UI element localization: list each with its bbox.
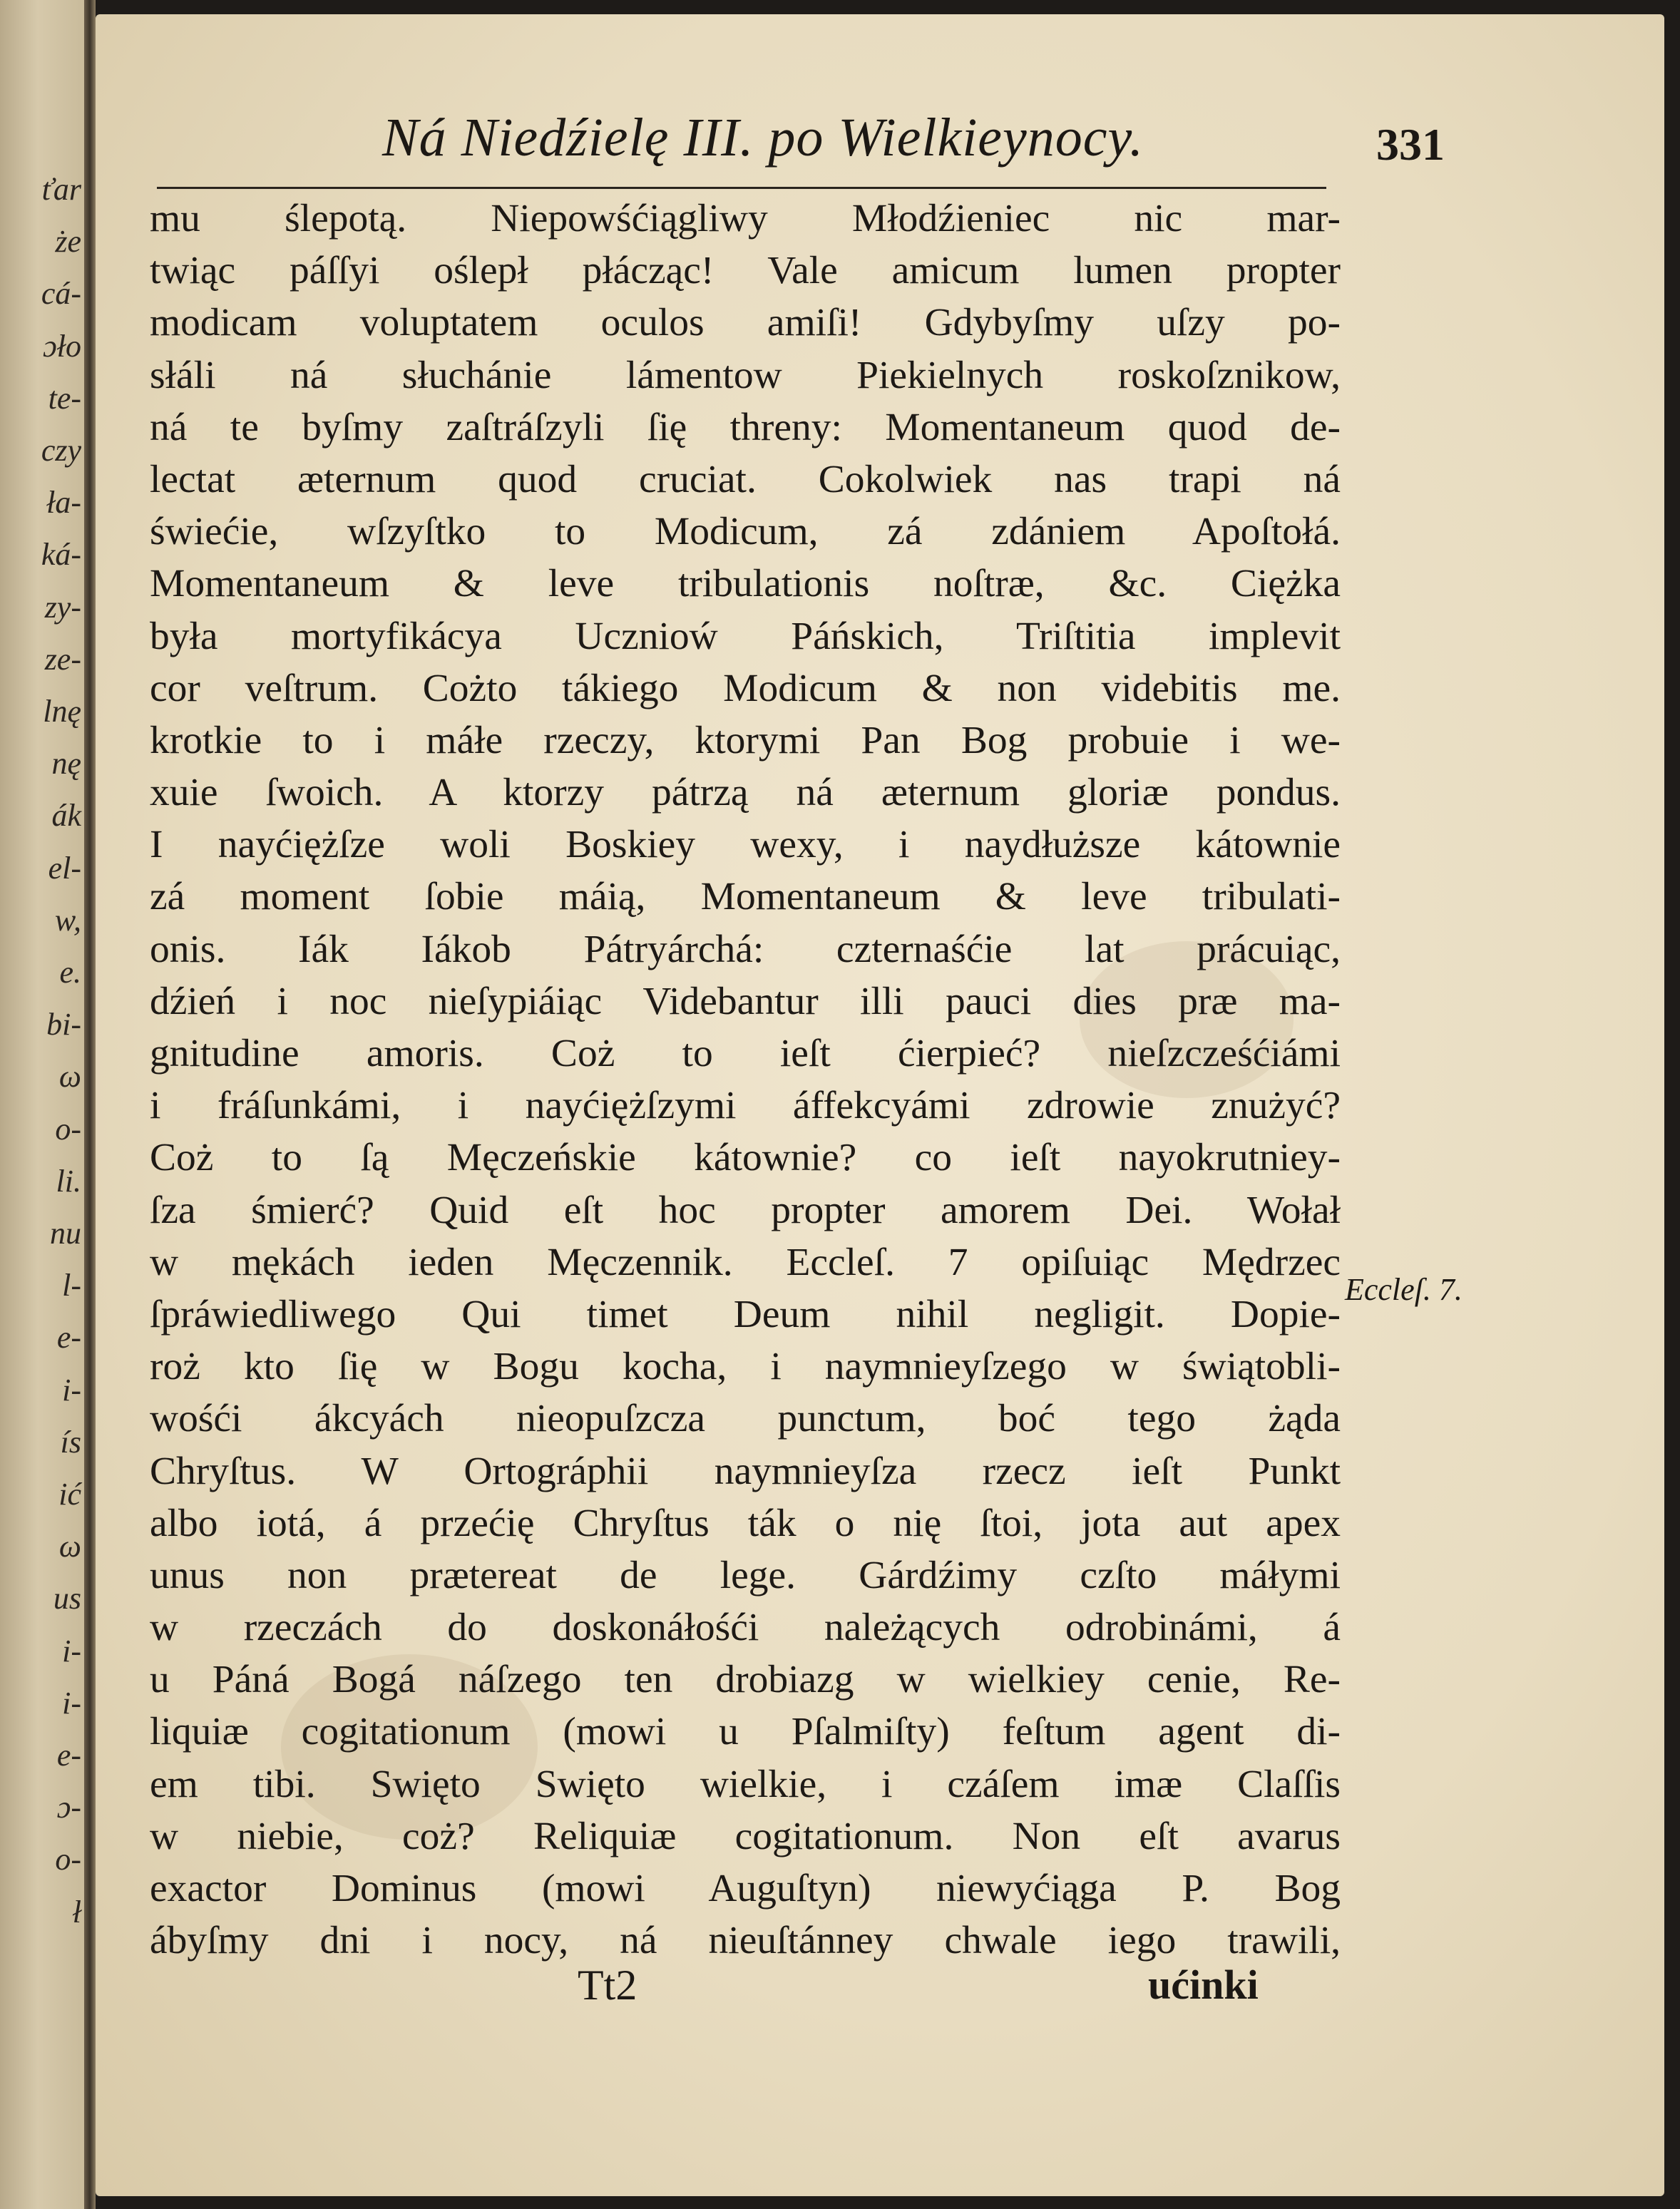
facing-page-fragment: l- — [62, 1268, 81, 1303]
text-line: Chryſtus. W Ortográphii naymnieyſza rzecz ieſt Punkt — [150, 1449, 1341, 1493]
running-title: Ná Niedźielę III. po Wielkieynocy. — [381, 108, 1144, 168]
text-line: w mękách ieden Męczennik. Eccleſ. 7 opiſuiąc Mędrzec — [150, 1240, 1341, 1284]
text-line: w rzeczách do doskonáłośći należących odrobinámi, á — [150, 1606, 1341, 1650]
facing-page-fragment: te- — [48, 380, 81, 416]
body-text — [150, 193, 1341, 1967]
text-line: krotkie to i máłe rzeczy, ktorymi Pan Bog probuie i we- — [150, 718, 1341, 762]
text-line: ábyſmy dni i nocy, ná nieuſtánney chwale iego trawili, — [150, 1919, 1341, 1963]
facing-page-fragment: ís — [60, 1424, 81, 1460]
facing-page-fragment: nę — [51, 746, 81, 781]
facing-page-fragment: cá- — [41, 276, 81, 312]
facing-page-fragment: bi- — [46, 1007, 81, 1042]
facing-page-fragment: ić — [58, 1477, 81, 1512]
facing-page-fragment: ká- — [41, 537, 81, 573]
text-line: onis. Iák Iákob Pátryárchá: czternaśćie lat prácuiąc, — [150, 927, 1341, 971]
catchword: ućinki — [1148, 1962, 1259, 2008]
facing-page-fragment: us — [53, 1581, 81, 1616]
text-line: ſpráwiedliwego Qui timet Deum nihil negligit. Dopie- — [150, 1292, 1341, 1336]
text-line: słáli ná słuchánie lámentow Piekielnych roskoſznikow, — [150, 353, 1341, 397]
facing-page-edge — [0, 0, 84, 2209]
facing-page-fragment: ɔ- — [56, 1790, 81, 1825]
facing-page-fragment: ω — [58, 1059, 81, 1095]
facing-page-fragment: lnę — [43, 694, 81, 729]
text-line: liquiæ cogitationum (mowi u Pſalmiſty) feſtum agent di- — [150, 1710, 1341, 1754]
facing-page-fragment: zy- — [44, 589, 81, 625]
text-line: świećie, wſzyſtko to Modicum, zá zdániem Apoſtołá. — [150, 510, 1341, 554]
book-gutter — [84, 0, 96, 2209]
facing-page-fragment: ák — [51, 798, 81, 834]
facing-page-fragment: ze- — [44, 641, 81, 677]
signature-mark: Tt2 — [578, 1962, 637, 2009]
facing-page-fragment: o- — [55, 1111, 81, 1147]
facing-page-fragment: i- — [62, 1685, 81, 1721]
text-line: i fráſunkámi, i nayćiężſzymi áffekcyámi zdrowie znużyć? — [150, 1084, 1341, 1128]
text-line: mu ślepotą. Niepowśćiągliwy Młodźieniec nic mar- — [150, 197, 1341, 240]
text-line: gnitudine amoris. Coż to ieſt ćierpieć? nieſzcześćiámi — [150, 1032, 1341, 1075]
header-rule — [157, 187, 1326, 189]
text-line: dźień i noc nieſypiáiąc Videbantur illi pauci dies præ ma- — [150, 979, 1341, 1023]
text-line: ſza śmierć? Quid eſt hoc propter amorem Dei. Wołał — [150, 1188, 1341, 1232]
page-number: 331 — [1376, 119, 1445, 170]
text-line: Coż to ſą Męczeńskie kátownie? co ieſt nayokrutniey- — [150, 1136, 1341, 1180]
text-line: unus non prætereat de lege. Gárdźimy czſto máłymi — [150, 1553, 1341, 1597]
facing-page-fragment: w, — [54, 902, 81, 938]
text-line: I nayćiężſze woli Boskiey wexy, i naydłuższe kátownie — [150, 823, 1341, 867]
facing-page-fragment: e- — [56, 1738, 81, 1773]
facing-page-fragment: ł — [72, 1894, 81, 1929]
facing-page-fragment: o- — [55, 1842, 81, 1877]
facing-page-fragment: li. — [56, 1163, 81, 1199]
margin-note: Eccleſ. 7. — [1345, 1272, 1463, 1307]
text-line: była mortyfikácya Ucznioẃ Páńskich, Triſtitia implevit — [150, 614, 1341, 658]
text-line: twiąc páſſyi oślepł płácząc! Vale amicum lumen propter — [150, 249, 1341, 293]
text-line: lectat æternum quod cruciat. Cokolwiek nas trapi ná — [150, 457, 1341, 501]
text-line: cor veſtrum. Cożto tákiego Modicum & non videbitis me. — [150, 666, 1341, 710]
text-line: roż kto ſię w Bogu kocha, i naymnieyſzego w świątobli- — [150, 1345, 1341, 1389]
facing-page-fragment: czy — [41, 433, 81, 468]
facing-page-fragment: i- — [62, 1372, 81, 1408]
facing-page-fragment: el- — [48, 850, 81, 886]
text-line: Momentaneum & leve tribulationis noſtræ, &c. Ciężka — [150, 562, 1341, 606]
text-line: ná te byſmy zaſtráſzyli ſię threny: Momentaneum quod de- — [150, 405, 1341, 449]
facing-page-fragment: ω — [58, 1529, 81, 1564]
text-line: exactor Dominus (mowi Auguſtyn) niewyćiąga P. Bog — [150, 1867, 1341, 1910]
text-line: em tibi. Swięto Swięto wielkie, i czáſem imæ Claſſis — [150, 1762, 1341, 1806]
facing-page-fragment: ťar — [41, 172, 81, 207]
text-line: modicam voluptatem oculos amiſi! Gdybyſmy uſzy po- — [150, 301, 1341, 345]
facing-page-fragment: i- — [62, 1633, 81, 1669]
text-line: albo iotá, á przećię Chryſtus ták o nię ſtoi, jota aut apex — [150, 1501, 1341, 1545]
text-line: w niebie, coż? Reliquiæ cogitationum. Non eſt avarus — [150, 1814, 1341, 1858]
facing-page-fragment: ła- — [46, 485, 81, 521]
facing-page-fragment: że — [55, 224, 81, 260]
text-line: xuie ſwoich. A ktorzy pátrzą ná æternum gloriæ pondus. — [150, 771, 1341, 815]
facing-page-fragment: ɔło — [43, 328, 81, 364]
text-line: wośći ákcyách nieopuſzcza punctum, boć tego żąda — [150, 1397, 1341, 1441]
facing-page-fragment: nu — [50, 1216, 81, 1251]
text-line: u Páná Bogá náſzego ten drobiazg w wielkiey cenie, Re- — [150, 1658, 1341, 1702]
facing-page-fragment: e- — [56, 1320, 81, 1355]
text-line: zá moment ſobie máią, Momentaneum & leve tribulati- — [150, 875, 1341, 919]
facing-page-fragment: e. — [59, 955, 81, 990]
